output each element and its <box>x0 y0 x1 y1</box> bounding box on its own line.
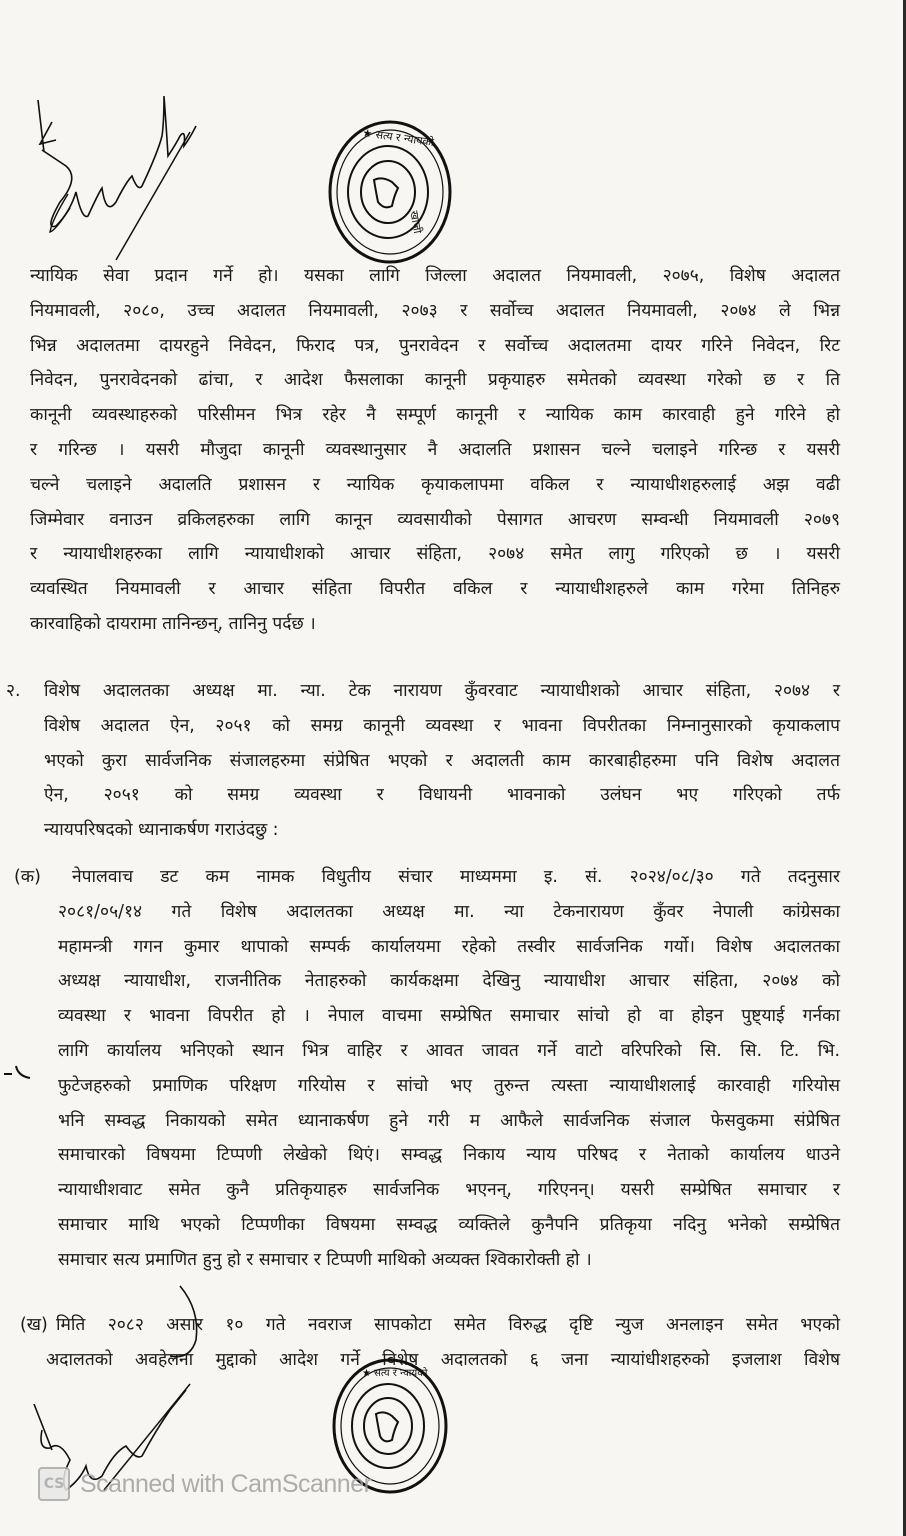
text-line: कारवाहिको दायरामा तानिन्छन्, तानिनु पर्दछ । <box>30 613 316 634</box>
item-kha-label: (ख) <box>20 1315 48 1335</box>
text-line: जिम्मेवार वनाउन व्रकिलहरुका लागि कानून व्यवसायीको पेसागत आचरण सम्वन्धी नियमावली २०७९ <box>30 509 840 530</box>
text-line: लागि कार्यालय भनिएको स्थान भित्र वाहिर र आवत जावत गर्ने वाटो वरिपरिको सि. सि. टि. भि. <box>58 1040 840 1061</box>
text-line: विशेष अदालत ऐन, २०५१ को समग्र कानूनी व्यवस्था र भावना विपरीतका निम्नानुसारको कृयाकलाप <box>44 715 840 736</box>
text-line: समाचार सत्य प्रमाणित हुनु हो र समाचार र टिप्पणी माथिको अव्यक्त श्विकारोक्ती हो । <box>58 1249 592 1270</box>
item-ka-paragraph <box>58 860 840 1278</box>
seal-text: ★ सत्य र न्यायको <box>362 1368 428 1379</box>
text-line: ऐन, २०५१ को समग्र व्यवस्था र विधायनी भावनाको उलंघन भए गरिएको तर्फ <box>44 785 840 806</box>
item-ka-label: (क) <box>14 867 41 887</box>
section-2-number: २. <box>6 681 21 701</box>
text-line: फुटेजहरुको प्रमाणिक परिक्षण गरियोस र सांचो भए तुरुन्त त्यस्ता न्यायाधीशलाई कारवाही गरियोस <box>58 1075 840 1096</box>
text-line: नेपालवाच डट कम नामक विधुतीय संचार माध्यममा इ. सं. २०२४/०८/३० गते तदनुसार <box>72 867 840 887</box>
text-line: कानूनी व्यवस्थाहरुको परिसीमन भित्र रहेर नै सम्पूर्ण कानूनी र न्यायिक काम कारवाही हुने गरिने हो <box>30 405 840 426</box>
text-line: व्यवस्था र भावना विपरीत हो । नेपाल वाचमा सम्प्रेषित समाचार सांचो हो वा होइन पुष्ट्याई गर्नका <box>58 1006 840 1027</box>
text-line: समाचारको विषयमा टिप्पणी लेखेको थिएं। सम्वद्ध निकाय न्याय परिषद र नेताको कार्यालय धाउने <box>58 1145 840 1166</box>
text-line: व्यवस्थित नियमावली र आचार संहिता विपरीत वकिल र न्यायाधीशहरुले काम गरेमा तिनिहरु <box>30 579 840 600</box>
text-line: अध्यक्ष न्यायाधीश, राजनीतिक नेताहरुको कार्यकक्षमा देखिनु न्यायाधीश आचार संहिता, २०७४ को <box>58 971 840 992</box>
text-line: भएको कुरा सार्वजनिक संजालहरुमा संप्रेषित भएको र अदालती काम कारबाहीहरुमा पनि विशेष अदालत <box>44 750 840 771</box>
text-line: न्यायिक सेवा प्रदान गर्ने हो। यसका लागि जिल्ला अदालत नियमावली, २०७५, विशेष अदालत <box>30 266 840 286</box>
text-line: न्यायपरिषदको ध्यानाकर्षण गराउंदछु : <box>44 820 279 841</box>
camscanner-watermark <box>38 1466 371 1502</box>
text-line: भिन्न अदालतमा दायरहुने निवेदन, फिराद पत्र, पुनरावेदन र सर्वोच्च अदालतमा दायर गरिने निवेदन, रिट <box>30 335 840 356</box>
text-line: मिति २०८२ असार १० गते नवराज सापकोटा समेत विरुद्ध दृष्टि न्युज अनलाइन समेत भएको <box>56 1315 840 1335</box>
text-line: २०८१/०५/१४ गते विशेष अदालतका अध्यक्ष मा. न्या टेकनारायण कुँवर नेपाली कांग्रेसका <box>58 901 840 922</box>
signature-top <box>30 92 200 262</box>
text-line: भनि सम्वद्ध निकायको समेत ध्यानाकर्षण हुने गरी म आफैले सार्वजनिक संजाल फेसवुकमा संप्रेषित <box>58 1110 840 1131</box>
text-line: र न्यायाधीशहरुका लागि न्यायाधीशको आचार संहिता, २०७४ समेत लागु गरिएको छ । यसरी <box>30 544 840 565</box>
svg-text:खोजी: खोजी <box>407 209 425 235</box>
text-line: अदालतको अवहेलना मुद्दाको आदेश गर्ने विशेष अदालतको ६ जना न्यायांधीशहरुको इजलाश विशेष <box>46 1349 840 1370</box>
watermark-text: Scanned with CamScanner <box>80 1469 372 1498</box>
intro-paragraph <box>30 259 840 642</box>
camscanner-logo-icon: CS <box>38 1467 70 1501</box>
text-line: न्यायाधीशवाट समेत कुनै प्रतिकृयाहरु सार्वजनिक भएनन्, गरिएनन्। यसरी सम्प्रेषित समाचार र <box>58 1180 840 1201</box>
section-2-paragraph <box>44 674 840 848</box>
margin-pen-mark <box>2 1060 62 1090</box>
official-seal-top <box>322 118 462 268</box>
text-line: विशेष अदालतका अध्यक्ष मा. न्या. टेक नारायण कुँवरवाट न्यायाधीशको आचार संहिता, २०७४ र <box>44 681 840 701</box>
text-line: महामन्त्री गगन कुमार थापाको सम्पर्क कार्यालयमा रहेको तस्वीर सार्वजनिक गर्यो। विशेष अदालतका <box>58 936 840 957</box>
text-line: समाचार माथि भएको टिप्पणीका विषयमा सम्वद्ध व्यक्तिले कुनैपनि प्रतिकृया नदिनु भनेको सम्प्रेषित <box>58 1214 840 1235</box>
text-line: नियमावली, २०८०, उच्च अदालत नियमावली, २०७३ र सर्वोच्च अदालत नियमावली, २०७४ ले भिन्न <box>30 300 840 321</box>
text-line: निवेदन, पुनरावेदनको ढांचा, र आदेश फैसलाका कानूनी प्रकृयाहरु समेतको व्यवस्था गरेको छ र ति <box>30 370 840 391</box>
text-line: र गरिन्छ । यसरी मौजुदा कानूनी व्यवस्थानुसार नै अदालति प्रशासन चल्ने चलाइने गरिन्छ र यसरी <box>30 439 840 460</box>
text-line: चल्ने चलाइने अदालति प्रशासन र न्यायिक कृयाकलापमा वकिल र न्यायाधीशहरुलाई अझ वढी <box>30 474 840 495</box>
svg-text:★ सत्य र न्यायको: ★ सत्य र न्यायको <box>361 126 435 150</box>
